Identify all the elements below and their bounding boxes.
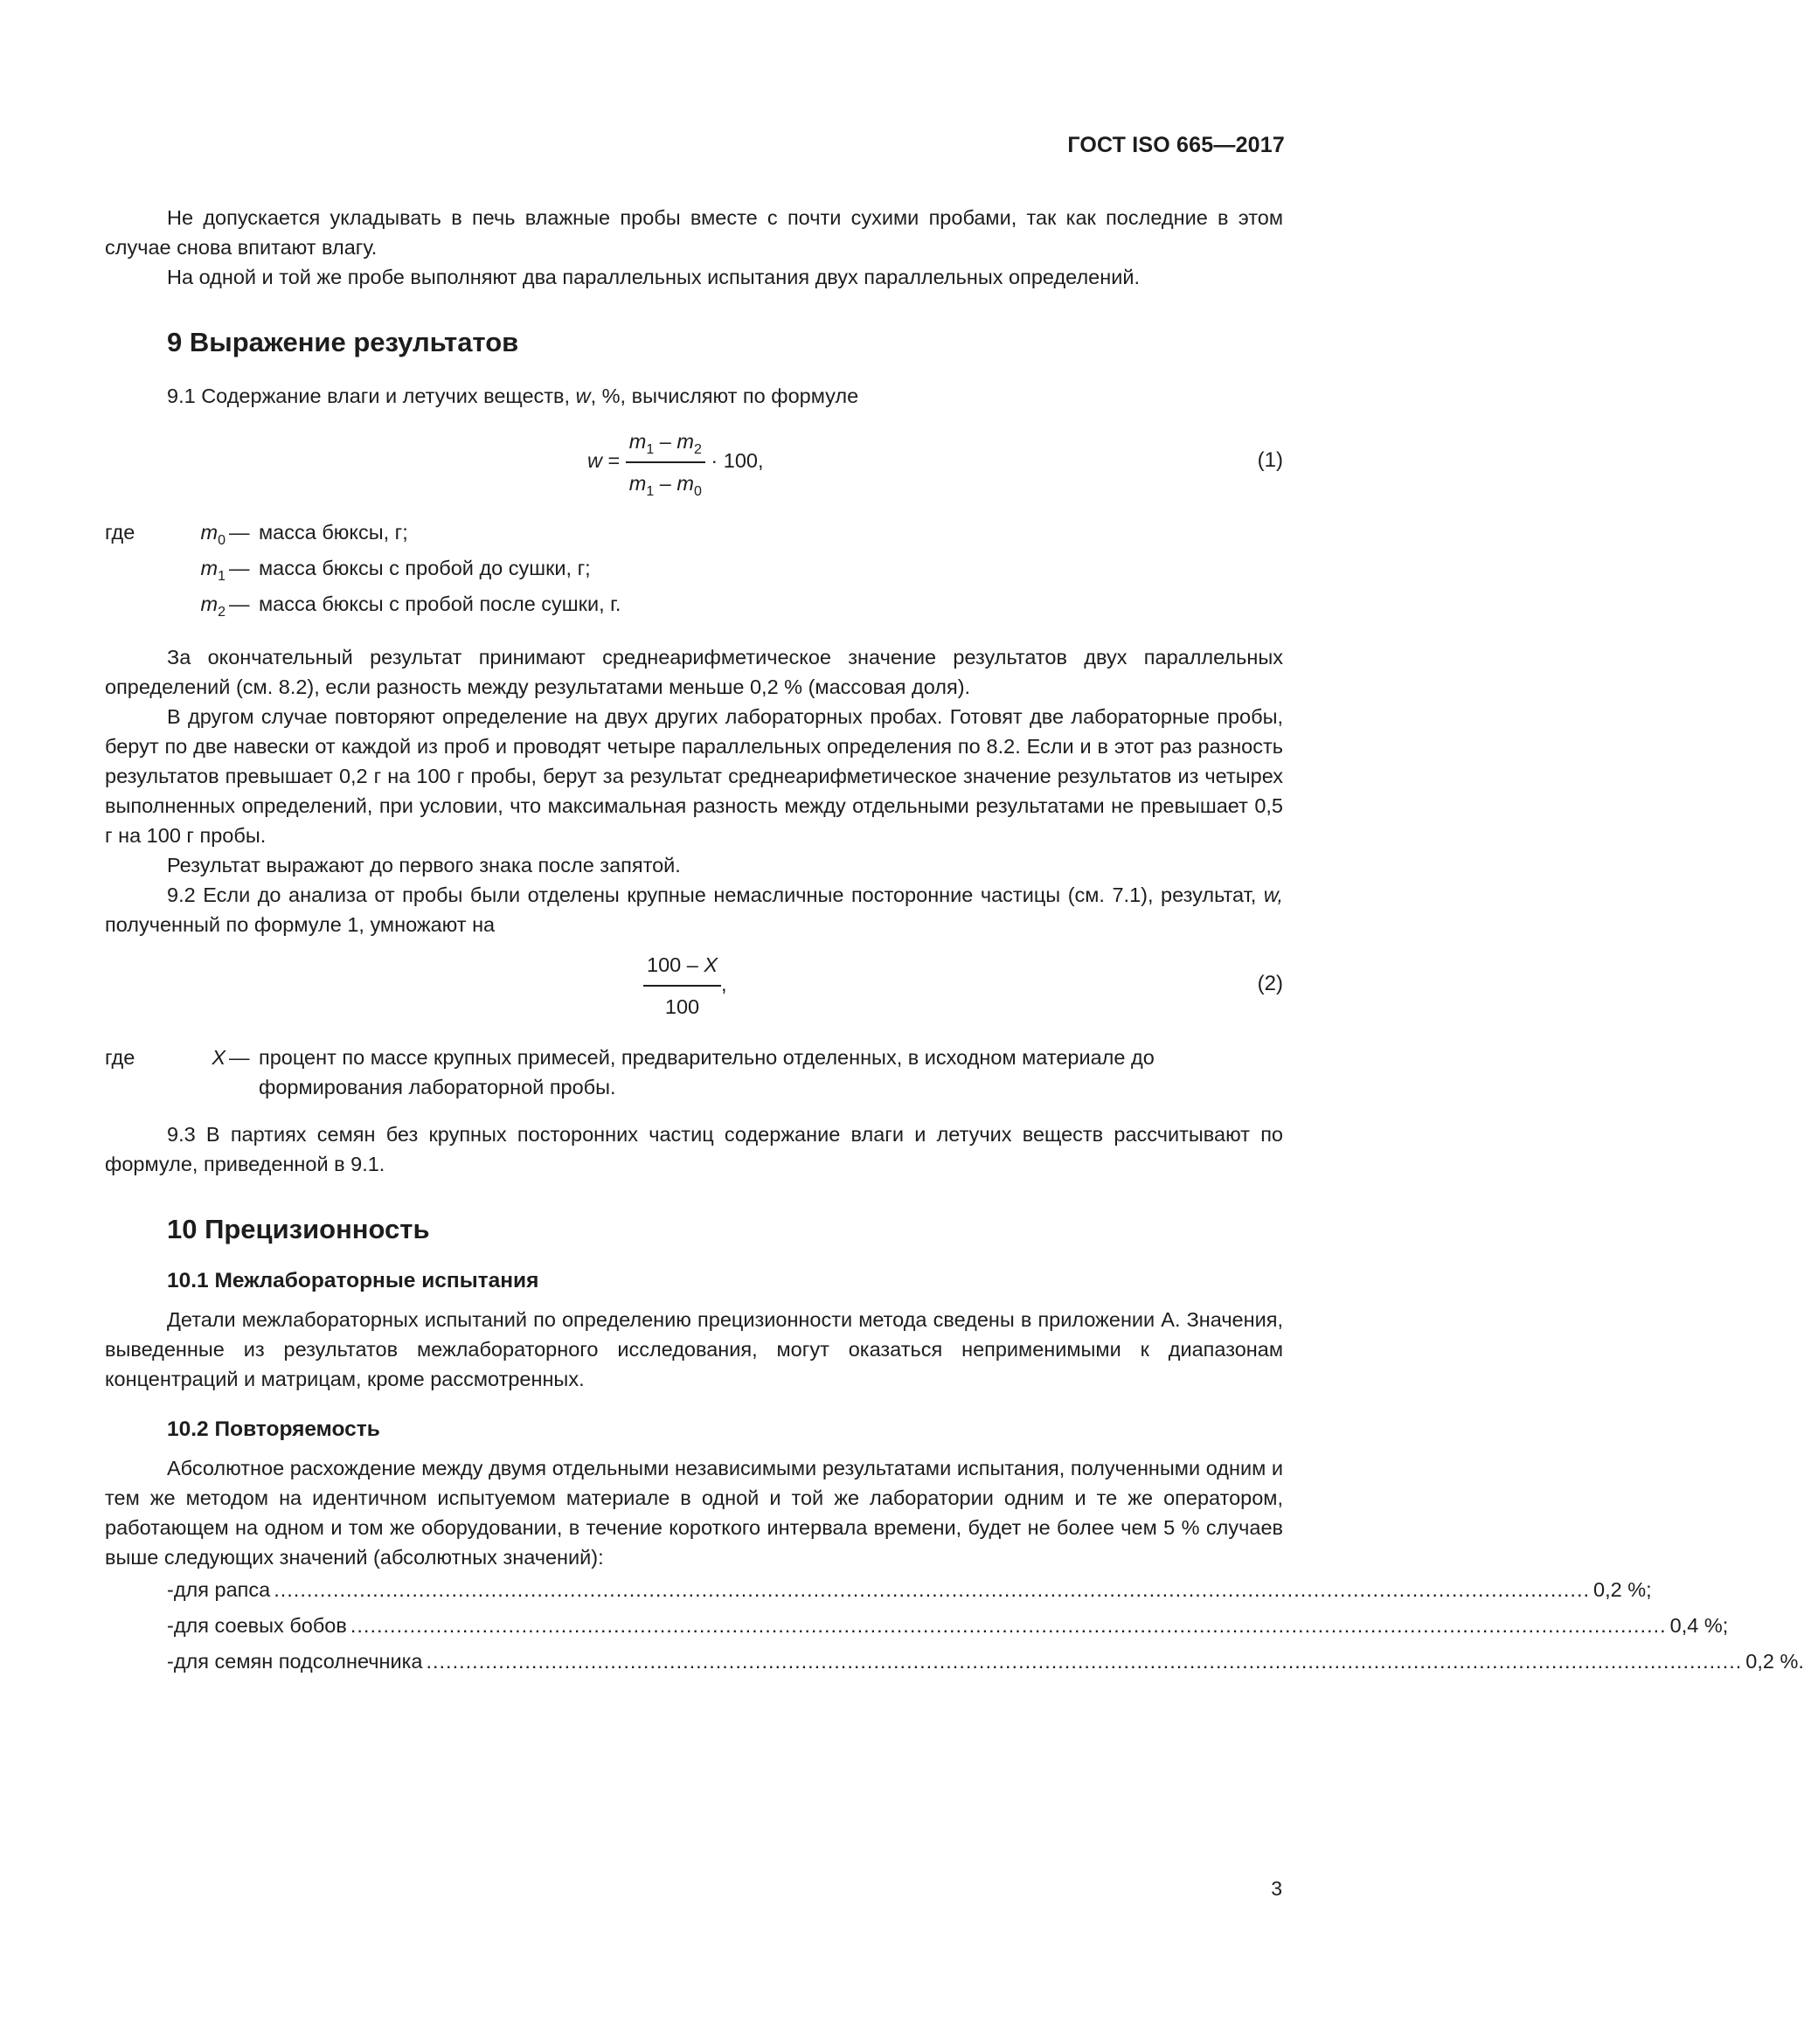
leader-dots: ........................................................................................................................................................................................................ bbox=[350, 1614, 1667, 1637]
formula-number: (1) bbox=[1257, 448, 1283, 472]
page-content bbox=[105, 203, 1804, 1680]
formula-2-legend bbox=[105, 1043, 1283, 1102]
legend-row: где $m_0$ — масса бюксы, г; bbox=[105, 517, 1283, 553]
paragraph-9-2: 9.2 Если до анализа от пробы были отделены крупные немасличные посторонние частицы (см. 7.1), результат, w, полученный по формуле 1, умножают на bbox=[105, 883, 1283, 936]
paragraph: Детали межлабораторных испытаний по определению прецизионности метода сведены в приложении А. Значения, выведенные из результатов межлабораторного исследования, могут оказаться неприменимыми к диапазонам концентраций и матрицам, кроме рассмотренных. bbox=[105, 1308, 1283, 1390]
paragraph: Не допускается укладывать в печь влажные пробы вместе с почти сухими пробами, так как последние в этом случае снова впитают влагу. bbox=[105, 206, 1283, 259]
leader-dots: ........................................................................................................................................................................................................ bbox=[274, 1578, 1591, 1601]
paragraph: В другом случае повторяют определение на двух других лабораторных пробах. Готовят две лабораторные пробы, берут по две навески от каждой из проб и проводят четыре параллельных определения по 8.2. Если и в этот раз разность результатов превышает 0,2 г на 100 г пробы, берут за результат среднеарифметическое значение результатов из четырех выполненных определений, при условии, что максимальная разность между отдельными результатами не превышает 0,5 г на 100 г пробы. bbox=[105, 705, 1283, 847]
formula-1-legend bbox=[105, 517, 1283, 625]
subsection-10-2-title: 10.2 Повторяемость bbox=[167, 1417, 380, 1441]
paragraph: За окончательный результат принимают среднеарифметическое значение результатов двух параллельных определений (см. 8.2), если разность между результатами меньше 0,2 % (массовая доля). bbox=[105, 646, 1283, 698]
paragraph-9-3: 9.3 В партиях семян без крупных посторонних частиц содержание влаги и летучих веществ рассчитывают по формуле, приведенной в 9.1. bbox=[105, 1123, 1283, 1175]
leader-dots: ........................................................................................................................................................................................................ bbox=[426, 1650, 1743, 1673]
paragraph: Абсолютное расхождение между двумя отдельными независимыми результатами испытания, полученными одним и тем же методом на идентичном испытуемом материале в одной и той же лаборатории одним и те же оператором, работающем на одном и том же оборудовании, в течение короткого интервала времени, будет не более чем 5 % случаев выше следующих значений (абсолютных значений): bbox=[105, 1457, 1283, 1569]
list-item: - для рапса ........................................................................................................................................................................................................ 0,2 %; bbox=[167, 1572, 1058, 1608]
paragraph: На одной и той же пробе выполняют два параллельных испытания двух параллельных определений. bbox=[167, 266, 1140, 288]
list-item: - для семян подсолнечника ........................................................................................................................................................................................................ 0,2 %. bbox=[167, 1644, 1058, 1680]
legend-row: где X — процент по массе крупных примесей, предварительно отделенных, в исходном материале до формирования лабораторной пробы. bbox=[105, 1043, 1283, 1102]
repeatability-list bbox=[105, 1572, 1804, 1680]
formula-number: (2) bbox=[1257, 972, 1283, 995]
section-9-title: 9 Выражение результатов bbox=[167, 327, 519, 357]
paragraph-9-1: 9.1 Содержание влаги и летучих веществ, w, %, вычисляют по формуле bbox=[167, 385, 859, 407]
section-10-title: 10 Прецизионность bbox=[167, 1214, 430, 1244]
legend-row: $m_1$ — масса бюксы с пробой до сушки, г; bbox=[200, 557, 591, 584]
fraction: $\frac{m_1 - m_2}{m_1 - m_0}$ bbox=[626, 426, 705, 498]
legend-row: $m_2$ — масса бюксы с пробой после сушки, г. bbox=[200, 592, 621, 620]
document-header: ГОСТ ISO 665—2017 bbox=[1067, 133, 1285, 157]
paragraph: Результат выражают до первого знака после запятой. bbox=[167, 854, 681, 876]
formula-2: $\frac{100 - X}{100}$ , (2) bbox=[105, 948, 1283, 1043]
where-label: где bbox=[105, 521, 135, 544]
list-item: - для соевых бобов ........................................................................................................................................................................................................ 0,4 %; bbox=[167, 1608, 1058, 1644]
fraction: $\frac{100 - X}{100}$ bbox=[643, 950, 721, 1022]
where-label: где bbox=[105, 1046, 135, 1069]
subsection-10-1-title: 10.1 Межлабораторные испытания bbox=[167, 1269, 539, 1292]
page-number: 3 bbox=[1271, 1877, 1282, 1900]
formula-1: w = $\frac{m_1 - m_2}{m_1 - m_0}$ · 100, (1) bbox=[105, 423, 1283, 517]
